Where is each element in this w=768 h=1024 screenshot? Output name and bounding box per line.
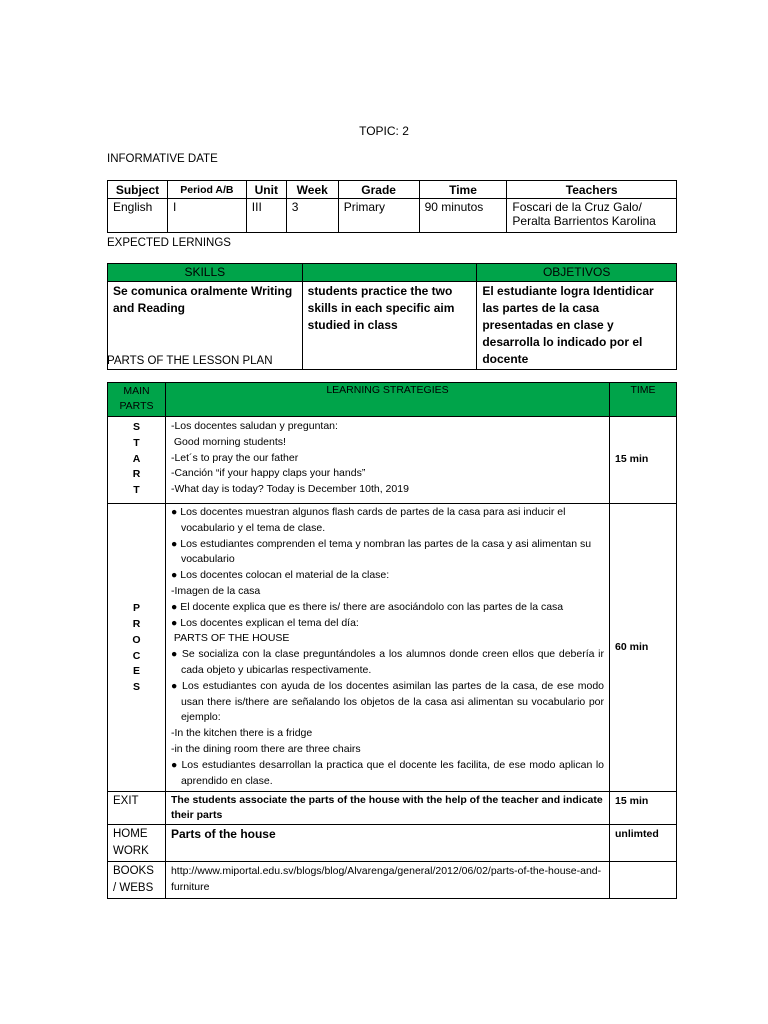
header-objetivos: OBJETIVOS — [477, 264, 677, 282]
cell-time: 90 minutos — [419, 199, 507, 233]
header-time: Time — [419, 181, 507, 199]
header-main-parts: MAIN PARTS — [108, 383, 166, 417]
process-line: ● Los docentes colocan el material de la clase: — [170, 569, 390, 582]
start-letters — [108, 417, 166, 504]
process-line: ● Los docentes muestran algunos flash cards de partes de la casa para asi inducir el vocabulario y el tema de clase. — [170, 506, 566, 534]
exit-label: EXIT — [108, 792, 166, 825]
process-line: PARTS OF THE HOUSE — [170, 632, 290, 645]
process-line: ● El docente explica que es there is/ there are asociándolo con las partes de la casa — [170, 600, 564, 613]
start-letter: T — [133, 484, 140, 497]
books-link[interactable]: http://www.miportal.edu.sv/blogs/blog/Alvarenga/general/2012/06/02/parts-of-the-house-and-furniture — [165, 862, 609, 899]
process-letter: E — [132, 665, 140, 678]
header-subject: Subject — [108, 181, 168, 199]
process-line: ● Los estudiantes con ayuda de los docentes asimilan las partes de la casa, de ese modo usan there is/there are señalando los objetos de la casa asi alimentan su vocabulario por ejemplo: — [170, 679, 605, 724]
homework-row — [108, 825, 677, 862]
start-line: Good morning students! — [170, 435, 286, 448]
start-strategies — [165, 417, 609, 504]
start-letter: A — [132, 452, 141, 465]
start-line: -What day is today? Today is December 10th, 2019 — [170, 483, 409, 496]
cell-unit: III — [246, 199, 286, 233]
process-letter: C — [132, 649, 141, 662]
skills-table — [107, 263, 677, 370]
start-line: -Canción “if your happy claps your hands” — [170, 467, 366, 480]
header-lesson-time: TIME — [610, 383, 677, 417]
expected-learnings-label: EXPECTED LERNINGS — [107, 237, 231, 249]
cell-grade: Primary — [338, 199, 419, 233]
homework-text: Parts of the house — [165, 825, 609, 862]
header-week: Week — [286, 181, 338, 199]
process-letter: O — [132, 633, 141, 646]
process-line: ● Los estudiantes desarrollan la practica que el docente les facilita, de ese modo aplican lo aprendido en clase. — [170, 758, 605, 787]
process-line: -in the dining room there are three chairs — [170, 742, 361, 755]
process-line: -In the kitchen there is a fridge — [170, 727, 313, 740]
process-strategies — [165, 504, 609, 792]
header-skills: SKILLS — [108, 264, 303, 282]
process-letter: R — [132, 617, 141, 630]
process-line: ● Los estudiantes comprenden el tema y nombran las partes de la casa y asi alimentan su vocabulario — [170, 537, 592, 566]
cell-subject: English — [108, 199, 168, 233]
header-blank — [302, 264, 477, 282]
lesson-plan-table — [107, 382, 677, 899]
header-learning-strategies: LEARNING STRATEGIES — [165, 383, 609, 417]
start-letter: S — [132, 421, 140, 433]
process-line: ● Se socializa con la clase preguntándoles a los alumnos donde creen ellos que debería ir cada objeto y ubicarlas respectivamente. — [170, 648, 605, 676]
topic-heading: TOPIC: 2 — [359, 124, 409, 138]
books-row — [108, 862, 677, 899]
process-letter: P — [132, 602, 140, 615]
informative-header-row — [108, 181, 677, 199]
informative-table — [107, 180, 677, 233]
header-teachers: Teachers — [507, 181, 677, 199]
cell-objetivos: El estudiante logra Identidicar las partes de la casa presentadas en clase y desarrolla lo indicado por el docente — [477, 282, 677, 370]
cell-practice: students practice the two skills in each specific aim studied in class — [302, 282, 477, 370]
cell-week: 3 — [286, 199, 338, 233]
start-time: 15 min — [610, 417, 677, 504]
lesson-header-row — [108, 383, 677, 417]
informative-data-row — [108, 199, 677, 233]
start-letter: T — [133, 436, 140, 449]
homework-label: HOME WORK — [108, 825, 166, 862]
cell-teachers: Foscari de la Cruz Galo/ Peralta Barrientos Karolina — [507, 199, 677, 233]
books-label: BOOKS / WEBS — [108, 862, 166, 899]
process-line: ● Los docentes explican el tema del día: — [170, 616, 359, 629]
parts-of-lesson-label: PARTS OF THE LESSON PLAN — [107, 355, 273, 367]
process-line: -Imagen de la casa — [170, 584, 261, 597]
cell-period: I — [167, 199, 246, 233]
exit-row — [108, 792, 677, 825]
header-unit: Unit — [246, 181, 286, 199]
header-period: Period A/B — [167, 181, 246, 199]
informative-date-label: INFORMATIVE DATE — [107, 153, 218, 165]
process-time: 60 min — [610, 504, 677, 792]
process-letters — [108, 504, 166, 792]
books-time — [610, 862, 677, 899]
header-grade: Grade — [338, 181, 419, 199]
cell-skills: Se comunica oralmente Writing and Reading — [108, 282, 303, 370]
start-line: -Let´s to pray the our father — [170, 451, 299, 464]
exit-text: The students associate the parts of the house with the help of the teacher and indicate their parts — [165, 792, 609, 825]
skills-header-row — [108, 264, 677, 282]
start-row — [108, 417, 677, 504]
start-letter: R — [132, 468, 141, 481]
process-letter: S — [132, 681, 140, 694]
exit-time: 15 min — [610, 792, 677, 825]
start-line: -Los docentes saludan y preguntan: — [170, 420, 338, 432]
process-row — [108, 504, 677, 792]
homework-time: unlimted — [610, 825, 677, 862]
